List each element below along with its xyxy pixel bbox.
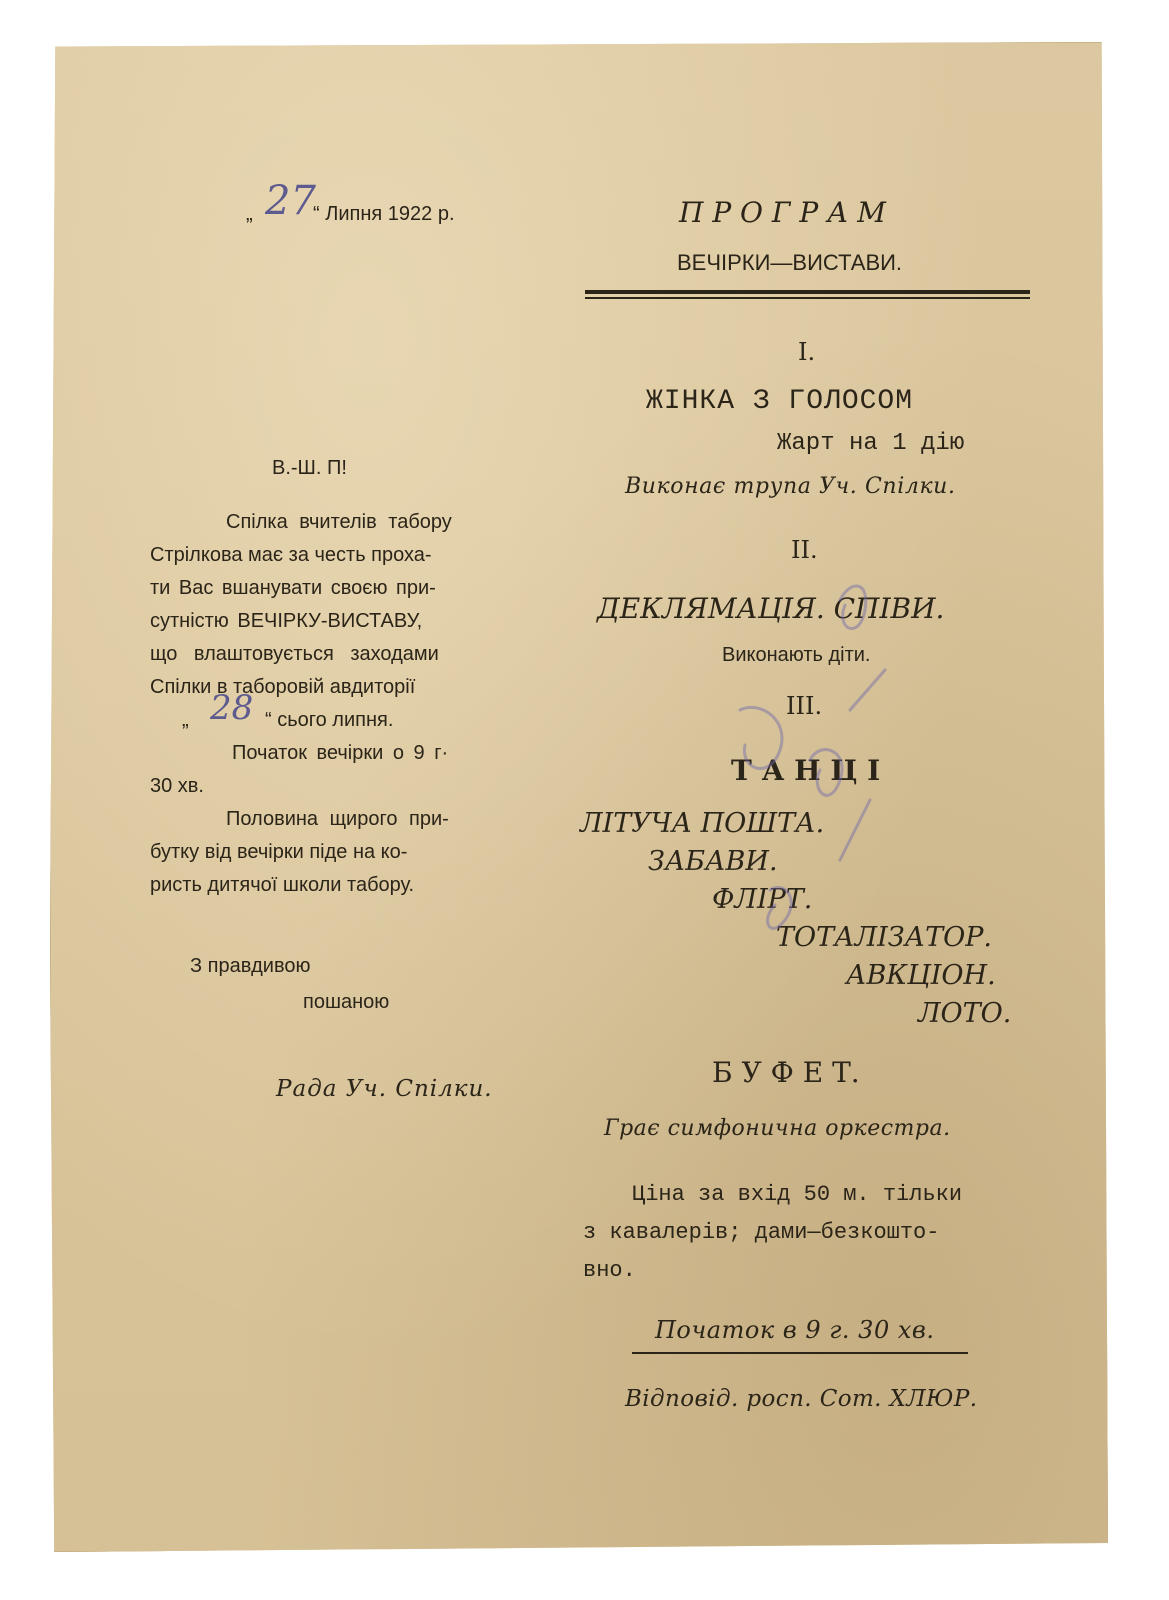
date-prefix: „ <box>246 203 253 225</box>
date-suffix: “ Липня 1922 р. <box>313 203 455 225</box>
salutation: В.-Ш. П! <box>272 457 347 479</box>
part-performer: Виконають діти. <box>722 644 871 666</box>
body-line: ти Вас вшанувати своєю при- <box>150 577 436 599</box>
body-line: Спілка вчителів табору <box>226 511 452 533</box>
start-line: 30 хв. <box>150 775 204 797</box>
signature: Рада Уч. Спілки. <box>276 1076 493 1102</box>
price-line: Ціна за вхід 50 м. тільки <box>632 1182 963 1207</box>
part-numeral: III. <box>786 692 823 720</box>
start-line: Початок вечірки о 9 г· <box>232 742 449 764</box>
start-underline <box>632 1352 968 1354</box>
body-line: Спілки в таборовій авдиторії <box>150 676 416 698</box>
price-line: з кавалерів; дами—безкошто- <box>583 1220 940 1245</box>
responsible-line: Відповід. росп. Сот. ХЛЮР. <box>625 1386 978 1412</box>
proceeds-line: Половина щирого при- <box>226 808 449 830</box>
closing-line: З правдивою <box>190 955 311 977</box>
part-genre: Жарт на 1 дію <box>777 430 965 457</box>
day-prefix: „ <box>182 709 189 731</box>
part-title: Т А Н Ц І <box>731 754 881 787</box>
double-rule-top <box>585 290 1030 294</box>
start-time: Початок в 9 г. 30 хв. <box>655 1316 935 1344</box>
orchestra-note: Грає симфонична оркестра. <box>604 1116 951 1141</box>
double-rule-bottom <box>585 297 1030 299</box>
day-handwritten: 28 <box>210 688 254 728</box>
body-line: Стрілкова має за честь проха- <box>150 544 432 566</box>
closing-line: пошаною <box>303 991 390 1013</box>
day-suffix: “ сього липня. <box>265 709 394 731</box>
part-title: ДЕКЛЯМАЦІЯ. СПІВИ. <box>597 592 945 625</box>
part-performer: Виконає трупа Уч. Спілки. <box>625 474 956 499</box>
dance-item: АВКЦІОН. <box>846 960 996 991</box>
date-line <box>246 198 253 231</box>
dance-item: ФЛІРТ. <box>712 884 813 915</box>
part-numeral: II. <box>791 536 818 564</box>
date-day-handwritten: 27 <box>265 178 316 224</box>
buffet-heading: Б У Ф Е Т. <box>712 1056 860 1089</box>
price-line: вно. <box>583 1258 636 1283</box>
body-line: сутністю ВЕЧІРКУ-ВИСТАВУ, <box>150 610 423 632</box>
proceeds-line: бутку від вечірки піде на ко- <box>150 841 408 863</box>
dance-item: ТОТАЛІЗАТОР. <box>776 922 992 953</box>
pencil-scribble <box>700 560 920 1000</box>
dance-item: ЛОТО. <box>918 998 1012 1029</box>
dance-item: ЛІТУЧА ПОШТА. <box>580 808 825 839</box>
program-title: П Р О Г Р А М <box>679 196 886 229</box>
body-line: що влаштовується заходами <box>150 643 439 665</box>
dance-item: ЗАБАВИ. <box>648 846 778 877</box>
program-subtitle: ВЕЧІРКИ—ВИСТАВИ. <box>677 250 903 275</box>
part-numeral: I. <box>798 338 816 366</box>
paper-sheet <box>50 42 1108 1552</box>
part-title: ЖІНКА З ГОЛОСОМ <box>646 386 914 417</box>
proceeds-line: ристь дитячої школи табору. <box>150 874 415 896</box>
